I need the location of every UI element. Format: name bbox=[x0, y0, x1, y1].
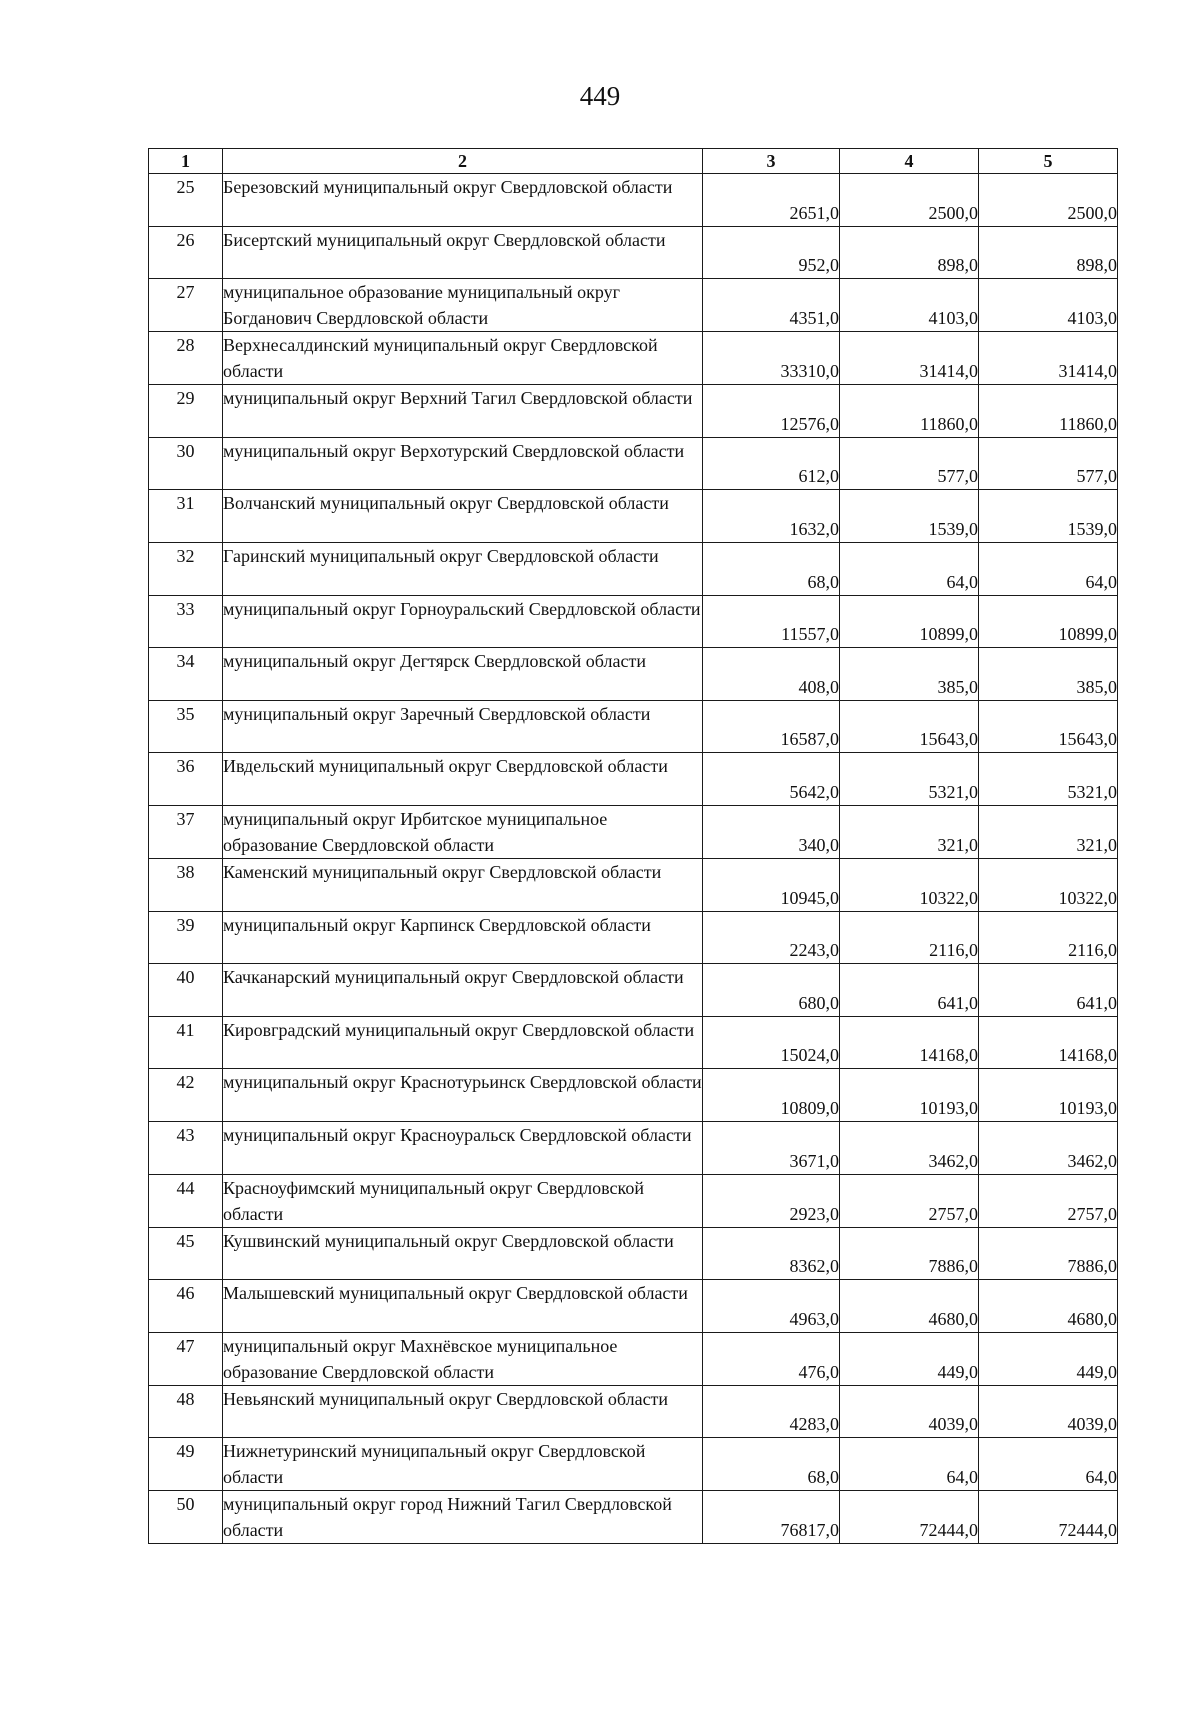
value-col-4: 64,0 bbox=[840, 542, 979, 595]
municipality-name: Кировградский муниципальный округ Свердловской области bbox=[223, 1016, 703, 1069]
value-col-4: 4039,0 bbox=[840, 1385, 979, 1438]
table-row bbox=[149, 226, 1118, 279]
value-col-5: 385,0 bbox=[979, 648, 1118, 701]
value-col-5: 2757,0 bbox=[979, 1174, 1118, 1227]
table-row bbox=[149, 805, 1118, 858]
municipality-name: муниципальный округ Ирбитское муниципальное образование Свердловской области bbox=[223, 805, 703, 858]
value-col-4: 5321,0 bbox=[840, 753, 979, 806]
header-cell-3: 3 bbox=[703, 149, 840, 174]
table-row bbox=[149, 1069, 1118, 1122]
value-col-4: 577,0 bbox=[840, 437, 979, 490]
value-col-3: 4963,0 bbox=[703, 1280, 840, 1333]
row-number: 38 bbox=[149, 858, 223, 911]
municipality-name: муниципальный округ город Нижний Тагил Свердловской области bbox=[223, 1491, 703, 1544]
value-col-4: 321,0 bbox=[840, 805, 979, 858]
value-col-3: 3671,0 bbox=[703, 1121, 840, 1174]
value-col-4: 10899,0 bbox=[840, 595, 979, 648]
value-col-3: 2923,0 bbox=[703, 1174, 840, 1227]
value-col-3: 68,0 bbox=[703, 1438, 840, 1491]
municipality-name: Березовский муниципальный округ Свердловской области bbox=[223, 174, 703, 227]
table-row bbox=[149, 1438, 1118, 1491]
value-col-3: 15024,0 bbox=[703, 1016, 840, 1069]
municipality-name: муниципальный округ Карпинск Свердловской области bbox=[223, 911, 703, 964]
value-col-5: 11860,0 bbox=[979, 385, 1118, 438]
row-number: 39 bbox=[149, 911, 223, 964]
table-row bbox=[149, 1227, 1118, 1280]
row-number: 29 bbox=[149, 385, 223, 438]
table-row bbox=[149, 595, 1118, 648]
value-col-3: 5642,0 bbox=[703, 753, 840, 806]
value-col-5: 64,0 bbox=[979, 542, 1118, 595]
value-col-4: 14168,0 bbox=[840, 1016, 979, 1069]
budget-table bbox=[148, 148, 1118, 1544]
value-col-3: 4283,0 bbox=[703, 1385, 840, 1438]
value-col-3: 2243,0 bbox=[703, 911, 840, 964]
table-row bbox=[149, 964, 1118, 1017]
value-col-3: 680,0 bbox=[703, 964, 840, 1017]
row-number: 33 bbox=[149, 595, 223, 648]
municipality-name: Гаринский муниципальный округ Свердловской области bbox=[223, 542, 703, 595]
value-col-3: 68,0 bbox=[703, 542, 840, 595]
table-row bbox=[149, 279, 1118, 332]
table-row bbox=[149, 1016, 1118, 1069]
value-col-3: 33310,0 bbox=[703, 332, 840, 385]
value-col-4: 2757,0 bbox=[840, 1174, 979, 1227]
row-number: 25 bbox=[149, 174, 223, 227]
table-row bbox=[149, 542, 1118, 595]
value-col-5: 2500,0 bbox=[979, 174, 1118, 227]
table-header bbox=[149, 149, 1118, 174]
municipality-name: муниципальный округ Верхотурский Свердловской области bbox=[223, 437, 703, 490]
value-col-4: 2500,0 bbox=[840, 174, 979, 227]
table-row bbox=[149, 1332, 1118, 1385]
value-col-3: 11557,0 bbox=[703, 595, 840, 648]
value-col-3: 340,0 bbox=[703, 805, 840, 858]
value-col-5: 15643,0 bbox=[979, 700, 1118, 753]
table-row bbox=[149, 1174, 1118, 1227]
table-row bbox=[149, 385, 1118, 438]
municipality-name: Качканарский муниципальный округ Свердловской области bbox=[223, 964, 703, 1017]
value-col-5: 577,0 bbox=[979, 437, 1118, 490]
value-col-4: 2116,0 bbox=[840, 911, 979, 964]
value-col-5: 10322,0 bbox=[979, 858, 1118, 911]
table-row bbox=[149, 1280, 1118, 1333]
row-number: 27 bbox=[149, 279, 223, 332]
row-number: 49 bbox=[149, 1438, 223, 1491]
value-col-4: 898,0 bbox=[840, 226, 979, 279]
municipality-name: Малышевский муниципальный округ Свердловской области bbox=[223, 1280, 703, 1333]
value-col-5: 641,0 bbox=[979, 964, 1118, 1017]
row-number: 35 bbox=[149, 700, 223, 753]
value-col-4: 72444,0 bbox=[840, 1491, 979, 1544]
value-col-4: 31414,0 bbox=[840, 332, 979, 385]
value-col-5: 2116,0 bbox=[979, 911, 1118, 964]
value-col-4: 449,0 bbox=[840, 1332, 979, 1385]
value-col-4: 385,0 bbox=[840, 648, 979, 701]
value-col-5: 898,0 bbox=[979, 226, 1118, 279]
value-col-4: 7886,0 bbox=[840, 1227, 979, 1280]
header-cell-5: 5 bbox=[979, 149, 1118, 174]
value-col-5: 10193,0 bbox=[979, 1069, 1118, 1122]
value-col-5: 4103,0 bbox=[979, 279, 1118, 332]
row-number: 47 bbox=[149, 1332, 223, 1385]
row-number: 43 bbox=[149, 1121, 223, 1174]
municipality-name: Верхнесалдинский муниципальный округ Свердловской области bbox=[223, 332, 703, 385]
municipality-name: Нижнетуринский муниципальный округ Свердловской области bbox=[223, 1438, 703, 1491]
row-number: 45 bbox=[149, 1227, 223, 1280]
value-col-3: 12576,0 bbox=[703, 385, 840, 438]
value-col-3: 2651,0 bbox=[703, 174, 840, 227]
value-col-5: 14168,0 bbox=[979, 1016, 1118, 1069]
value-col-4: 4680,0 bbox=[840, 1280, 979, 1333]
header-row bbox=[149, 149, 1118, 174]
value-col-5: 321,0 bbox=[979, 805, 1118, 858]
value-col-4: 11860,0 bbox=[840, 385, 979, 438]
value-col-5: 31414,0 bbox=[979, 332, 1118, 385]
row-number: 30 bbox=[149, 437, 223, 490]
municipality-name: муниципальный округ Заречный Свердловской области bbox=[223, 700, 703, 753]
table-row bbox=[149, 858, 1118, 911]
value-col-3: 408,0 bbox=[703, 648, 840, 701]
municipality-name: муниципальный округ Красноуральск Свердловской области bbox=[223, 1121, 703, 1174]
municipality-name: муниципальный округ Махнёвское муниципальное образование Свердловской области bbox=[223, 1332, 703, 1385]
value-col-4: 4103,0 bbox=[840, 279, 979, 332]
table-body bbox=[149, 174, 1118, 1544]
value-col-3: 8362,0 bbox=[703, 1227, 840, 1280]
municipality-name: Красноуфимский муниципальный округ Свердловской области bbox=[223, 1174, 703, 1227]
value-col-5: 449,0 bbox=[979, 1332, 1118, 1385]
value-col-3: 10809,0 bbox=[703, 1069, 840, 1122]
value-col-5: 4039,0 bbox=[979, 1385, 1118, 1438]
header-cell-4: 4 bbox=[840, 149, 979, 174]
value-col-5: 10899,0 bbox=[979, 595, 1118, 648]
table-row bbox=[149, 1385, 1118, 1438]
row-number: 50 bbox=[149, 1491, 223, 1544]
municipality-name: Волчанский муниципальный округ Свердловской области bbox=[223, 490, 703, 543]
row-number: 48 bbox=[149, 1385, 223, 1438]
value-col-4: 3462,0 bbox=[840, 1121, 979, 1174]
municipality-name: муниципальный округ Горноуральский Свердловской области bbox=[223, 595, 703, 648]
value-col-3: 76817,0 bbox=[703, 1491, 840, 1544]
header-cell-1: 1 bbox=[149, 149, 223, 174]
header-cell-2: 2 bbox=[223, 149, 703, 174]
table-row bbox=[149, 437, 1118, 490]
value-col-5: 7886,0 bbox=[979, 1227, 1118, 1280]
value-col-5: 4680,0 bbox=[979, 1280, 1118, 1333]
municipality-name: Ивдельский муниципальный округ Свердловской области bbox=[223, 753, 703, 806]
value-col-5: 3462,0 bbox=[979, 1121, 1118, 1174]
table-row bbox=[149, 753, 1118, 806]
table-row bbox=[149, 174, 1118, 227]
value-col-5: 64,0 bbox=[979, 1438, 1118, 1491]
value-col-4: 10322,0 bbox=[840, 858, 979, 911]
value-col-3: 612,0 bbox=[703, 437, 840, 490]
municipality-name: Невьянский муниципальный округ Свердловской области bbox=[223, 1385, 703, 1438]
value-col-5: 5321,0 bbox=[979, 753, 1118, 806]
value-col-4: 10193,0 bbox=[840, 1069, 979, 1122]
municipality-name: Кушвинский муниципальный округ Свердловской области bbox=[223, 1227, 703, 1280]
table-row bbox=[149, 700, 1118, 753]
municipality-name: муниципальный округ Краснотурьинск Свердловской области bbox=[223, 1069, 703, 1122]
value-col-5: 72444,0 bbox=[979, 1491, 1118, 1544]
row-number: 44 bbox=[149, 1174, 223, 1227]
value-col-3: 16587,0 bbox=[703, 700, 840, 753]
row-number: 34 bbox=[149, 648, 223, 701]
row-number: 31 bbox=[149, 490, 223, 543]
value-col-4: 15643,0 bbox=[840, 700, 979, 753]
municipality-name: Бисертский муниципальный округ Свердловской области bbox=[223, 226, 703, 279]
row-number: 36 bbox=[149, 753, 223, 806]
page-number: 449 bbox=[579, 81, 621, 111]
row-number: 26 bbox=[149, 226, 223, 279]
row-number: 37 bbox=[149, 805, 223, 858]
municipality-name: муниципальный округ Верхний Тагил Свердловской области bbox=[223, 385, 703, 438]
value-col-4: 64,0 bbox=[840, 1438, 979, 1491]
municipality-name: Каменский муниципальный округ Свердловской области bbox=[223, 858, 703, 911]
table-row bbox=[149, 648, 1118, 701]
table-row bbox=[149, 1121, 1118, 1174]
row-number: 41 bbox=[149, 1016, 223, 1069]
value-col-3: 4351,0 bbox=[703, 279, 840, 332]
table-row bbox=[149, 1491, 1118, 1544]
municipality-name: муниципальный округ Дегтярск Свердловской области bbox=[223, 648, 703, 701]
value-col-3: 476,0 bbox=[703, 1332, 840, 1385]
row-number: 32 bbox=[149, 542, 223, 595]
value-col-4: 641,0 bbox=[840, 964, 979, 1017]
municipality-name: муниципальное образование муниципальный округ Богданович Свердловской области bbox=[223, 279, 703, 332]
value-col-4: 1539,0 bbox=[840, 490, 979, 543]
row-number: 40 bbox=[149, 964, 223, 1017]
row-number: 42 bbox=[149, 1069, 223, 1122]
value-col-3: 10945,0 bbox=[703, 858, 840, 911]
table-row bbox=[149, 490, 1118, 543]
row-number: 28 bbox=[149, 332, 223, 385]
value-col-5: 1539,0 bbox=[979, 490, 1118, 543]
value-col-3: 952,0 bbox=[703, 226, 840, 279]
row-number: 46 bbox=[149, 1280, 223, 1333]
table-row bbox=[149, 911, 1118, 964]
value-col-3: 1632,0 bbox=[703, 490, 840, 543]
table-row bbox=[149, 332, 1118, 385]
